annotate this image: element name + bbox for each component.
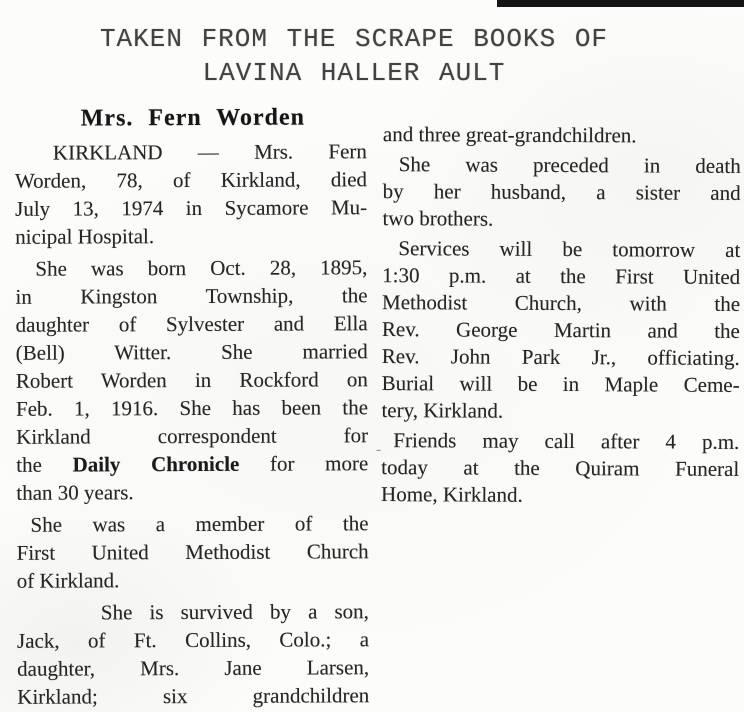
text-line: Feb. 1, 1916. She has been the [15,395,369,421]
text-line: Services will be tomorrow at [398,236,741,262]
text-line: Home, Kirkland. [380,482,523,507]
text-line: and three great-grandchildren. [382,122,637,148]
text-line: nicipal Hospital. [15,224,155,249]
right-column [381,121,741,510]
text-line: She is survived by a son, [100,599,369,625]
left-column [15,101,370,711]
text-line: She was born Oct. 28, 1895, [35,255,368,281]
text-line: Burial will be in Maple Ceme- [381,371,740,397]
text-line: tery, Kirkland. [381,398,504,423]
text-line: Robert Worden in Rockford on [15,367,368,393]
text-segment: for more [239,451,369,476]
text-line: of Kirkland. [16,568,120,593]
scrapbook-header [4,22,704,90]
text-line: Rev. George Martin and the [381,317,740,343]
header-line-2: LAVINA HALLER AULT [202,58,506,88]
paragraph-biography [15,253,368,507]
text-line: She was preceded in death [398,152,741,178]
paragraph-survivors-continued [383,121,741,150]
text-line: Methodist Church, with the [382,290,741,316]
text-line: daughter of Sylvester and Ella [15,311,368,337]
text-line: Kirkland correspondent for [16,423,369,449]
paragraph-survivors [17,597,369,711]
obituary-title: Mrs. Fern Worden [80,104,306,132]
text-line: KIRKLAND — Mrs. Fern [52,139,367,165]
text-line: She was a member of the [30,511,369,537]
text-line-with-bold [16,449,368,479]
publication-name: Daily Chronicle [72,451,240,477]
text-line: Rev. John Park Jr., officiating. [381,344,740,370]
text-line: daughter, Mrs. Jane Larsen, [17,655,370,681]
text-line: in Kingston Township, the [15,283,368,309]
text-line: July 13, 1974 in Sycamore Mu- [15,195,368,221]
scan-speck: - [376,441,382,458]
paragraph-services [381,235,740,426]
text-line: First United Methodist Church [16,539,369,565]
paragraph-intro [15,137,367,251]
header-line-1: TAKEN FROM THE SCRAPE BOOKS OF [99,24,609,54]
text-line: than 30 years. [16,480,134,505]
paragraph-visitation [381,427,739,510]
text-line: two brothers. [382,206,494,231]
text-segment: the [16,452,73,477]
text-line: today at the Quiram Funeral [381,455,740,481]
text-line: (Bell) Witter. She married [15,339,368,365]
scan-artifact-bar [497,0,744,7]
text-line: Jack, of Ft. Collins, Colo.; a [16,627,370,653]
text-line: Kirkland; six grandchildren [17,683,370,709]
text-line: Friends may call after 4 p.m. [393,428,740,454]
paragraph-membership [16,509,368,595]
paragraph-preceded [382,151,740,234]
text-line: 1:30 p.m. at the First United [382,263,741,289]
text-line: by her husband, a sister and [382,179,741,205]
text-line: Worden, 78, of Kirkland, died [14,167,368,193]
